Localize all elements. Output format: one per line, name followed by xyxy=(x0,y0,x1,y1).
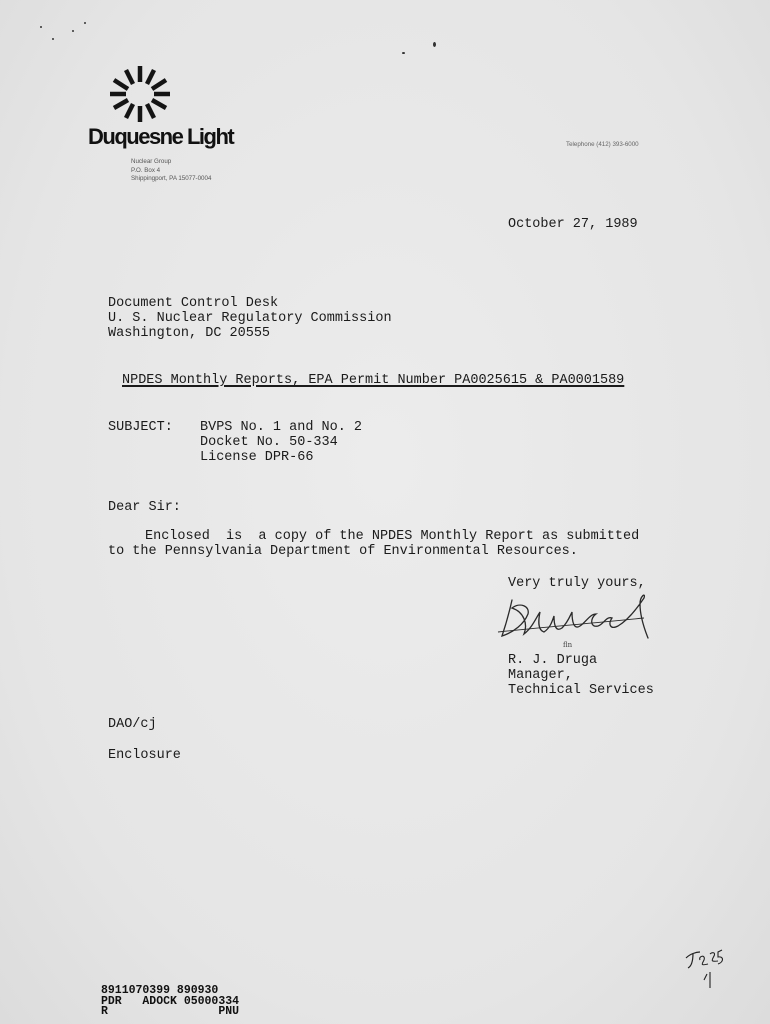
body-line: to the Pennsylvania Department of Environmental Resources. xyxy=(108,544,578,559)
address-line: Nuclear Group xyxy=(131,158,172,165)
letter-date: October 27, 1989 xyxy=(508,217,638,232)
handwritten-routing-mark xyxy=(680,944,730,992)
address-line: P.O. Box 4 xyxy=(131,166,161,174)
subject-block xyxy=(200,420,362,465)
body-line: Enclosed is a copy of the NPDES Monthly Report as submitted xyxy=(145,529,640,544)
enclosure-note: Enclosure xyxy=(108,748,181,763)
company-name: Duquesne Light xyxy=(88,124,234,149)
closing: Very truly yours, xyxy=(508,576,646,591)
re-line: NPDES Monthly Reports, EPA Permit Number PA0025615 & PA0001589 xyxy=(122,373,625,388)
recipient-block xyxy=(108,296,392,341)
scan-speck xyxy=(72,30,74,32)
letter-body xyxy=(108,529,708,559)
salutation: Dear Sir: xyxy=(108,500,181,515)
initials-mark: fln xyxy=(563,641,573,649)
recipient-line: Washington, DC 20555 xyxy=(108,326,271,341)
subject-line: Docket No. 50-334 xyxy=(200,435,338,450)
company-address xyxy=(131,158,211,184)
code-line: PDR ADOCK 05000334 xyxy=(101,994,240,1008)
handwritten-signature xyxy=(494,588,664,650)
reference-initials: DAO/cj xyxy=(108,717,157,732)
scan-speck xyxy=(433,42,436,47)
recipient-line: U. S. Nuclear Regulatory Commission xyxy=(108,311,392,326)
document-control-code xyxy=(101,986,239,1018)
scan-speck xyxy=(40,26,42,28)
scan-speck xyxy=(402,52,405,54)
signer-line: Technical Services xyxy=(508,683,654,698)
company-telephone: Telephone (412) 393-6000 xyxy=(566,141,639,148)
address-line: Shippingport, PA 15077-0004 xyxy=(131,175,212,182)
signer-line: Manager, xyxy=(508,668,573,683)
recipient-line: Document Control Desk xyxy=(108,296,279,311)
signer-block xyxy=(508,653,654,698)
scan-speck xyxy=(52,38,54,40)
subject-line: BVPS No. 1 and No. 2 xyxy=(200,420,363,435)
signer-line: R. J. Druga xyxy=(508,653,598,668)
subject-label: SUBJECT: xyxy=(108,420,173,435)
company-logo-icon xyxy=(104,62,176,126)
scan-speck xyxy=(84,22,86,24)
code-line: 8911070399 890930 xyxy=(101,984,219,997)
subject-line: License DPR-66 xyxy=(200,450,314,465)
code-line: R PNU xyxy=(101,1005,240,1018)
